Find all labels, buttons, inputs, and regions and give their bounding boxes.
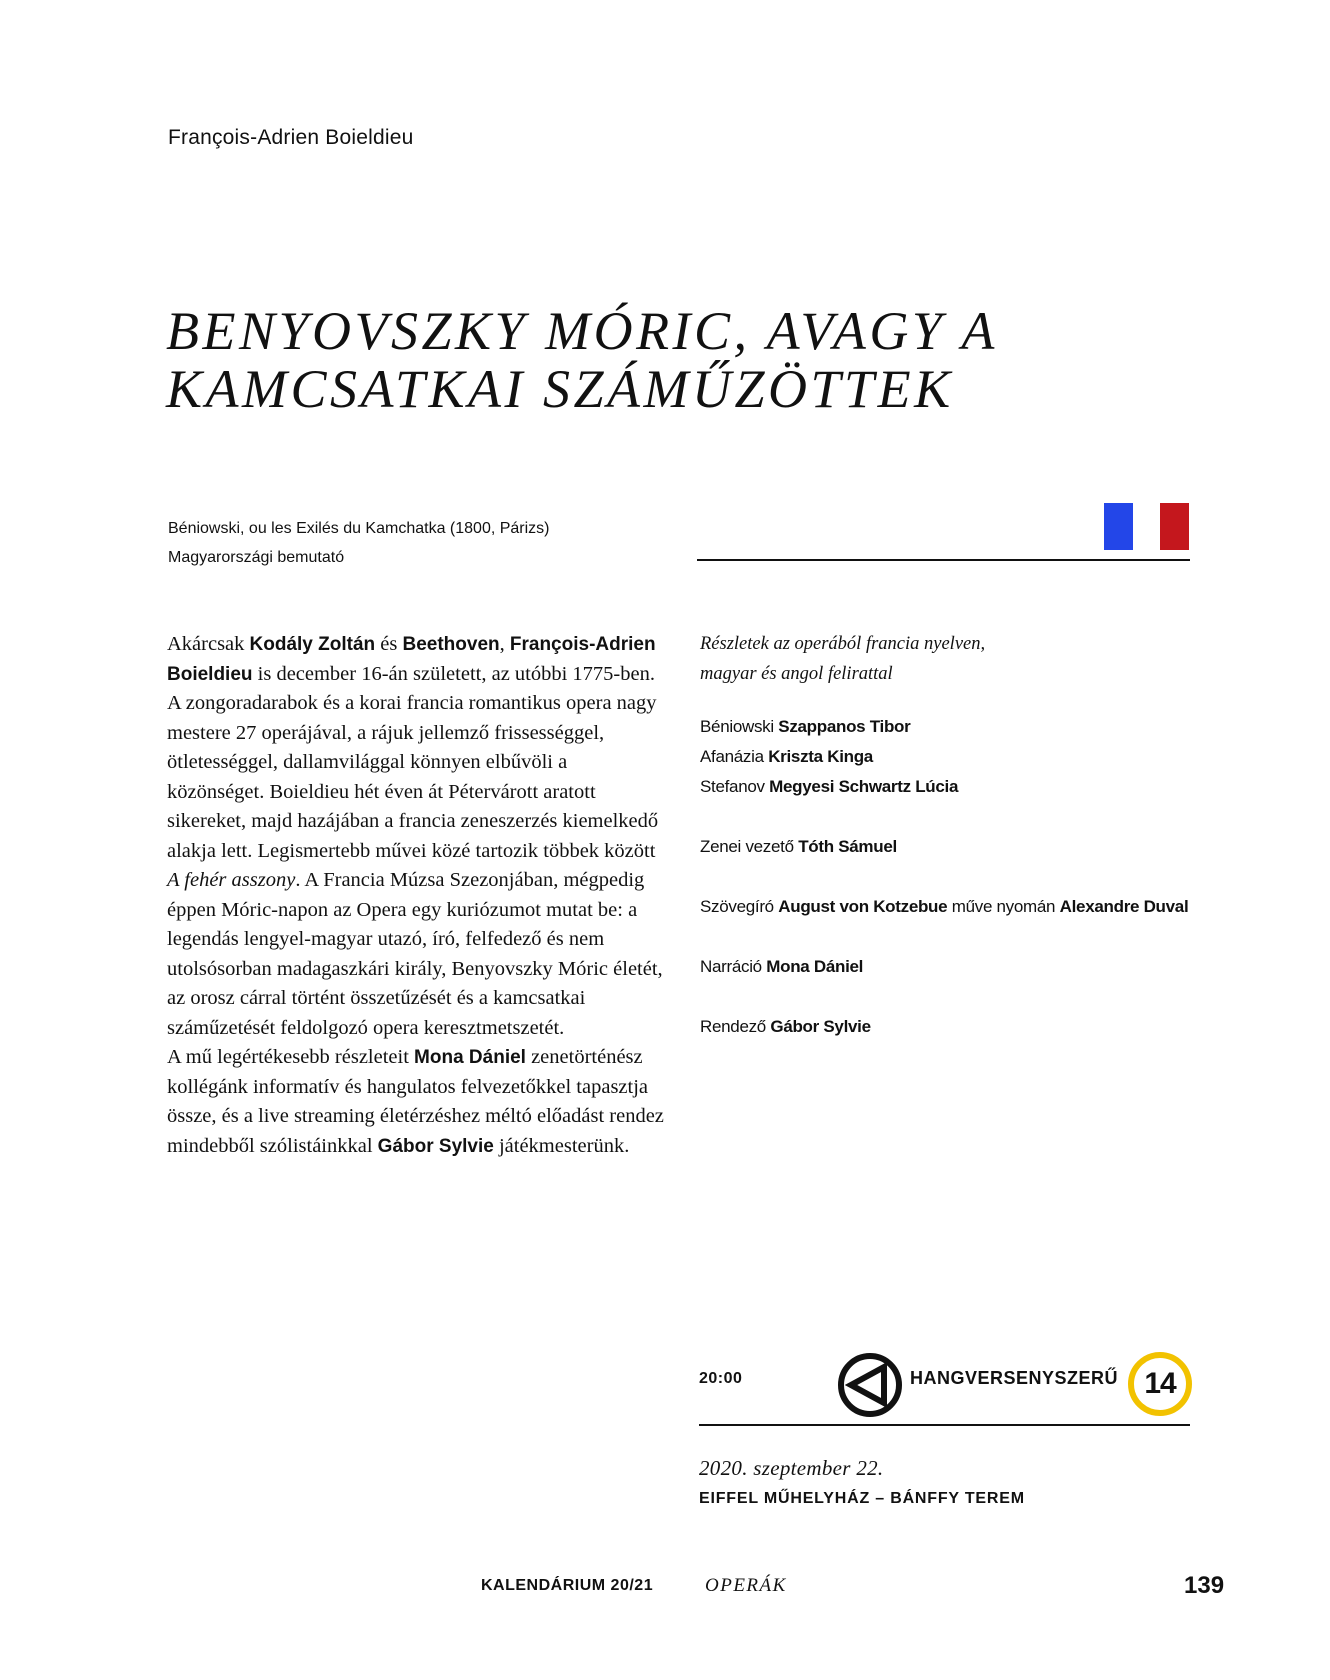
- credit-narration: [700, 957, 863, 977]
- body-text-segment: . A Francia Múzsa Szezonjában, mégpedig éppen Móric-napon az Opera egy kuriózumot mutat be: a legendás lengyel-magyar utazó, író, felfedező és nem utolsósorban madagaszkári király, Benyovszky Móric életét, az orosz cárral történt összetűzését és a kamcsatkai száműzetését feldolgozó opera keresztmetszetét.: [167, 869, 663, 1039]
- performance-time: 20:00: [699, 1370, 743, 1387]
- highlight-kodaly: Kodály Zoltán: [249, 634, 376, 655]
- excerpt-line-2: magyar és angol felirattal: [700, 663, 893, 684]
- work-title-feher-asszony: A fehér asszony: [167, 869, 296, 891]
- original-title: Béniowski, ou les Exilés du Kamchatka (1800, Párizs): [168, 520, 550, 537]
- composer-name: François-Adrien Boieldieu: [168, 126, 414, 149]
- body-text-segment: is december 16-án született, az utóbbi 1775-ben. A zongoradarabok és a korai francia romantikus opera nagy mestere 27 operájával, a rájuk jellemző frissességgel, ötletességgel, dallamvilággal könnyen elbűvöli a közönséget. Boieldieu hét éven át Pétervárott aratott sikereket, majd hazájában a francia zeneszerzés kiemelkedő alakja lett. Legismertebb művei közé tartozik többek között: [167, 662, 659, 862]
- footer-publication: KALENDÁRIUM 20/21: [481, 1577, 654, 1594]
- credit-librettist: [700, 897, 1188, 917]
- body-text-segment: A mű legértékesebb részleteit: [167, 1046, 415, 1068]
- highlight-mona: Mona Dániel: [414, 1047, 526, 1068]
- excerpt-line-1: Részletek az operából francia nyelven,: [700, 634, 986, 654]
- body-text-segment: Akárcsak: [167, 633, 250, 655]
- title-line-1: BENYOVSZKY MÓRIC, AVAGY A: [166, 301, 998, 361]
- credit-name: Megyesi Schwartz Lúcia: [769, 777, 959, 796]
- body-text-segment: zenetörténész kollégánk informatív és hangulatos felvezetőkkel tapasztja össze, és a live streaming életérzéshez méltó előadást rendez mindebből szólistáinkkal: [167, 1046, 664, 1157]
- credit-role: Szövegíró: [700, 897, 774, 916]
- page-title: [166, 302, 1066, 418]
- credit-name: Szappanos Tibor: [778, 717, 911, 736]
- credit-stefanov: [700, 777, 958, 797]
- divider-bottom: [699, 1424, 1190, 1426]
- age-rating-value: 14: [1144, 1367, 1176, 1400]
- credit-role: Rendező: [700, 1017, 766, 1036]
- premiere-note: Magyarországi bemutató: [168, 549, 345, 566]
- highlight-gabor: Gábor Sylvie: [377, 1135, 494, 1157]
- credit-name: Alexandre Duval: [1059, 897, 1189, 916]
- play-triangle-circle-icon: [837, 1352, 903, 1418]
- title-line-2: KAMCSATKAI SZÁMŰZÖTTEK: [166, 359, 954, 419]
- credit-name: Tóth Sámuel: [798, 837, 897, 856]
- credit-afanazia: [700, 747, 873, 767]
- body-text-segment: és: [375, 633, 403, 655]
- age-rating-badge: [1128, 1352, 1192, 1416]
- credit-director: [700, 1017, 871, 1037]
- highlight-beethoven: Beethoven: [402, 634, 500, 655]
- credit-role: Narráció: [700, 957, 762, 976]
- credit-name: Kriszta Kinga: [768, 747, 873, 766]
- highlight-boieldieu: François-Adrien Boieldieu: [167, 634, 656, 685]
- credit-name: Mona Dániel: [766, 957, 864, 976]
- footer-section: OPERÁK: [705, 1575, 787, 1596]
- credit-name: Gábor Sylvie: [770, 1017, 871, 1036]
- excerpt-note: [700, 630, 1180, 689]
- subtitle-block: [168, 514, 550, 572]
- credit-connector: műve nyomán: [951, 897, 1056, 916]
- credit-beniowski: [700, 717, 910, 737]
- performance-date: 2020. szeptember 22.: [699, 1456, 884, 1480]
- credit-role: Afanázia: [700, 747, 764, 766]
- body-text-segment: ,: [499, 633, 510, 655]
- credit-role: Zenei vezető: [700, 837, 794, 856]
- credit-role: Béniowski: [700, 717, 774, 736]
- divider-top: [697, 559, 1190, 561]
- credit-role: Stefanov: [700, 777, 765, 796]
- french-flag-blue-stripe: [1104, 503, 1133, 550]
- credit-name: August von Kotzebue: [778, 897, 948, 916]
- french-flag-red-stripe: [1160, 503, 1189, 550]
- performance-venue: EIFFEL MŰHELYHÁZ – BÁNFFY TEREM: [699, 1490, 1025, 1507]
- credit-conductor: [700, 837, 897, 857]
- page-number: 139: [1184, 1572, 1225, 1599]
- description-text: [167, 630, 667, 1161]
- performance-category: HANGVERSENYSZERŰ: [910, 1368, 1119, 1388]
- body-text-segment: játékmesterünk.: [493, 1134, 630, 1157]
